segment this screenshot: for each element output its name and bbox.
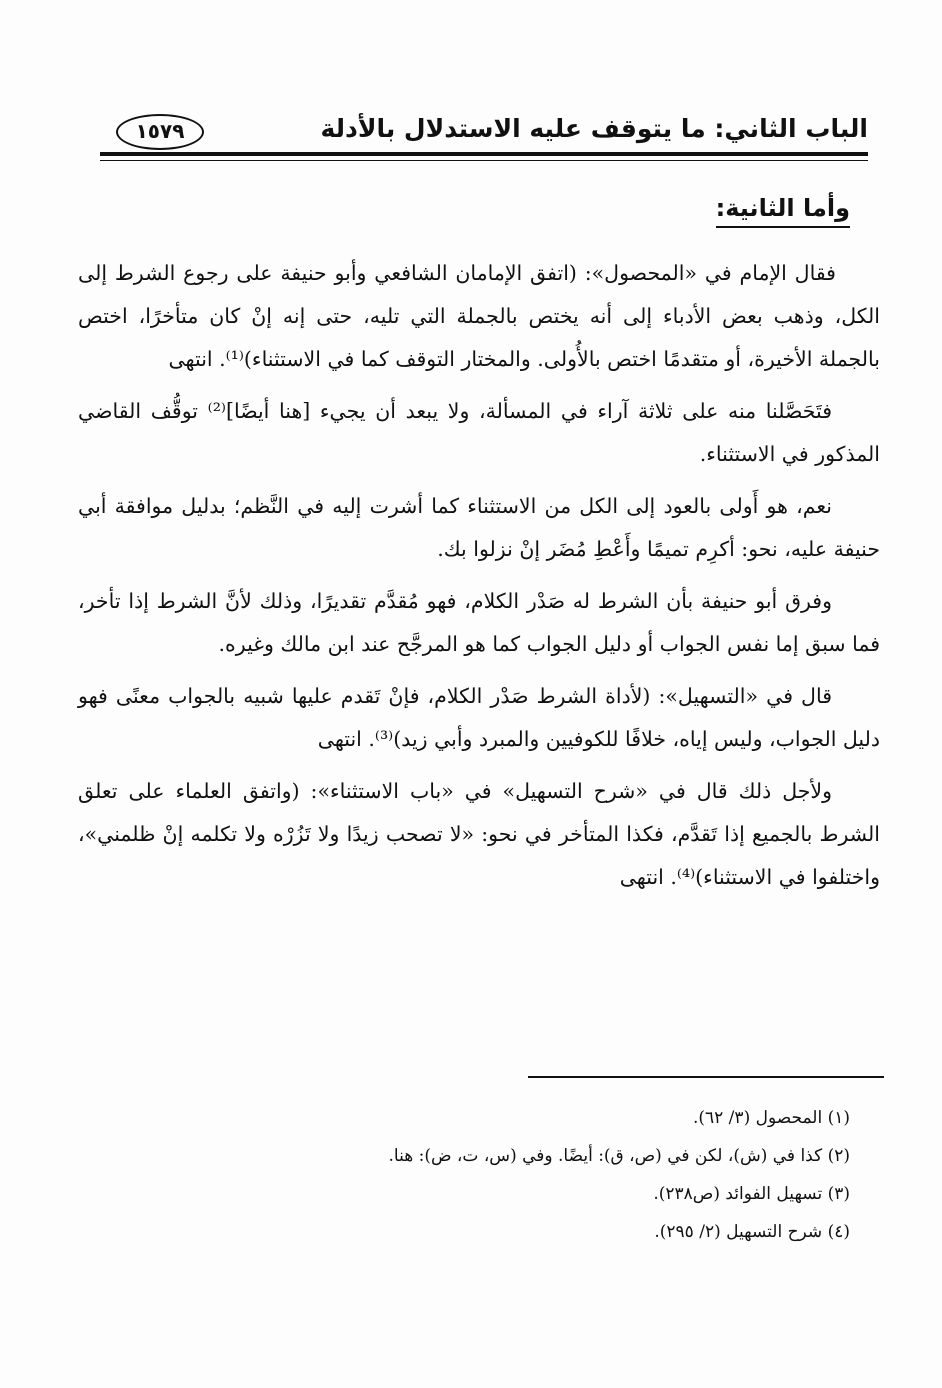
header-rule [100, 152, 868, 156]
footnote: (٢) كذا في (ش)، لكن في (ص، ق): أيضًا. وفي (س، ت، ض): هنا. [388, 1146, 850, 1166]
paragraph: ولأجل ذلك قال في «شرح التسهيل» في «باب الاستثناء»: (واتفق العلماء على تعلق الشرط بالجميع إذا تَقدَّم، فكذا المتأخر في نحو: «لا تصحب زيدًا ولا تَزُرْه ولا تكلمه إنْ ظلمني»، واختلفوا في الاستثناء)⁽⁴⁾. انتهى [78, 779, 880, 889]
section-heading: وأما الثانية: [716, 194, 850, 228]
paragraph: وفرق أبو حنيفة بأن الشرط له صَدْر الكلام، فهو مُقدَّم تقديرًا، وذلك لأنَّ الشرط إذا تأخر، فما سبق إما نفس الجواب أو دليل الجواب كما هو المرجَّح عند ابن مالك وغيره. [78, 589, 880, 656]
footnotes [120, 1108, 850, 1260]
footnote: (٤) شرح التسهيل (٢/ ٢٩٥). [654, 1222, 850, 1242]
paragraph: نعم، هو أَولى بالعود إلى الكل من الاستثناء كما أشرت إليه في النَّظم؛ بدليل موافقة أبي حنيفة عليه، نحو: أكرِم تميمًا وأَعْطِ مُضَر إنْ نزلوا بك. [78, 494, 880, 561]
header-rule-thin [100, 160, 868, 161]
running-header [78, 104, 868, 154]
footnote: (٣) تسهيل الفوائد (ص٢٣٨). [653, 1184, 850, 1204]
paragraph: فقال الإمام في «المحصول»: (اتفق الإمامان الشافعي وأبو حنيفة على رجوع الشرط إلى الكل، وذهب بعض الأدباء إلى أنه يختص بالجملة التي تليه، حتى إنه إنْ كان متأخرًا، اختص بالجملة الأخيرة، أو متقدمًا اختص بالأُولى. والمختار التوقف كما في الاستثناء)⁽¹⁾. انتهى [78, 261, 880, 371]
chapter-title: الباب الثاني: ما يتوقف عليه الاستدلال بالأدلة [320, 114, 868, 143]
body-text [78, 252, 880, 908]
paragraph: فتَحَصَّلنا منه على ثلاثة آراء في المسألة، ولا يبعد أن يجيء [هنا أيضًا]⁽²⁾ توقُّف القاضي المذكور في الاستثناء. [78, 399, 880, 466]
footnote: (١) المحصول (٣/ ٦٢). [692, 1108, 850, 1128]
footnote-separator [528, 1076, 884, 1078]
page-number-badge: ١٥٧٩ [116, 114, 204, 150]
paragraph: قال في «التسهيل»: (لأداة الشرط صَدْر الكلام، فإنْ تَقدم عليها شبيه بالجواب معنًى فهو دليل الجواب، وليس إياه، خلافًا للكوفيين والمبرد وأبي زيد)⁽³⁾. انتهى [78, 684, 880, 751]
